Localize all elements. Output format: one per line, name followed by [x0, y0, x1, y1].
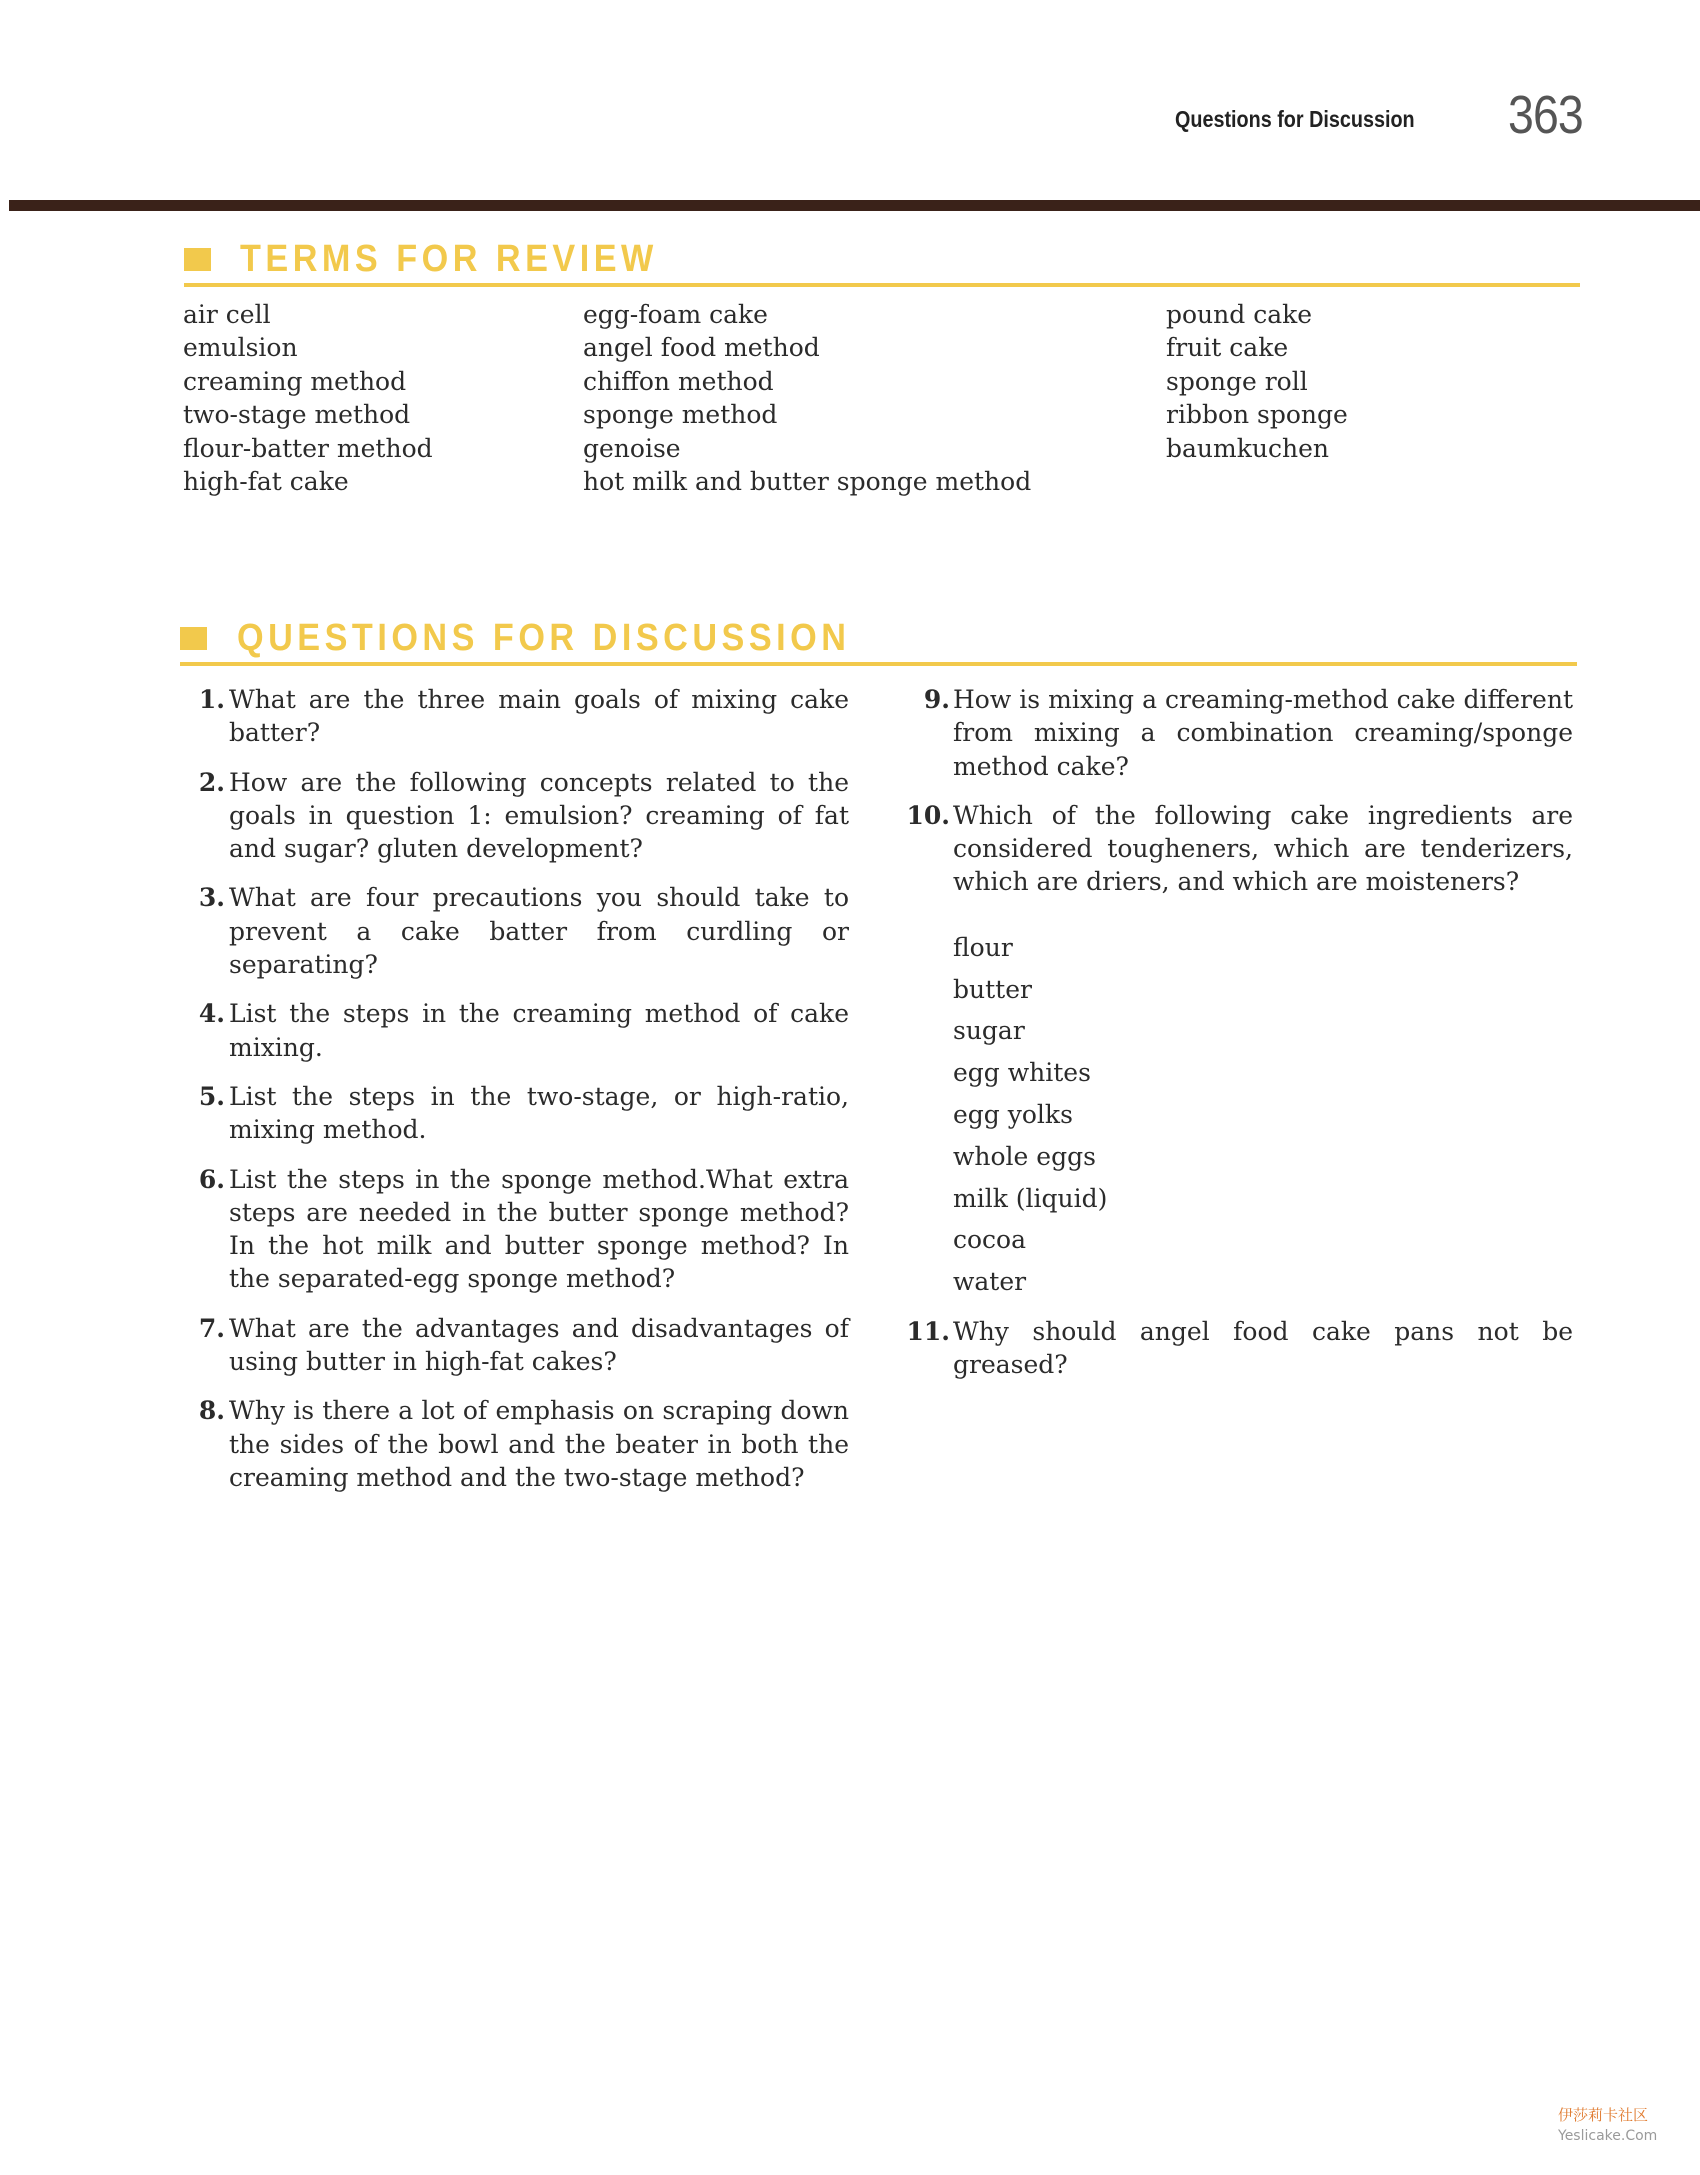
question-text: Which of the following cake ingredients are considered tougheners, which are tenderizers, which are driers, and which are moisteners? — [953, 800, 1573, 897]
terms-column-1 — [183, 298, 433, 498]
question-number: 9. — [923, 685, 950, 714]
questions-heading-rule — [180, 662, 1577, 666]
term-item: pound cake — [1166, 300, 1313, 329]
ingredient-item: whole eggs — [953, 1141, 1096, 1171]
question-item — [198, 766, 849, 866]
question-item — [198, 997, 849, 1064]
term-item: ribbon sponge — [1166, 400, 1348, 430]
question-number: 8. — [198, 1396, 225, 1426]
question-text: List the steps in the sponge method.What extra steps are needed in the butter sponge method? In the hot milk and butter sponge method? In the separated-egg sponge method? — [229, 1164, 849, 1294]
terms-column-3 — [1166, 298, 1348, 465]
question-number: 10. — [906, 800, 950, 830]
questions-right-column — [906, 683, 1573, 1398]
question-number: 2. — [198, 767, 225, 797]
question-text: What are the three main goals of mixing cake batter? — [229, 685, 849, 748]
questions-left-column — [198, 683, 849, 1510]
question-item — [198, 1080, 849, 1147]
term-item: sponge roll — [1166, 366, 1308, 396]
question-item — [198, 1394, 849, 1494]
question-number: 6. — [198, 1164, 225, 1194]
term-item: chiffon method — [583, 366, 774, 396]
page-number: 363 — [1508, 85, 1583, 145]
ingredient-item: butter — [953, 974, 1032, 1004]
term-item: high-fat cake — [183, 467, 349, 497]
term-item: two-stage method — [183, 400, 411, 430]
watermark-url: Yeslicake.Com — [1558, 2128, 1658, 2144]
ingredient-item: egg yolks — [953, 1099, 1073, 1129]
terms-column-2 — [583, 298, 1031, 498]
question-number: 7. — [198, 1313, 225, 1343]
watermark-chinese: 伊莎莉卡社区 — [1558, 2106, 1649, 2124]
ingredient-item: water — [953, 1267, 1027, 1297]
ingredient-item: egg whites — [953, 1058, 1091, 1088]
term-item: fruit cake — [1166, 333, 1289, 363]
ingredient-list — [953, 927, 1573, 1303]
question-number: 11. — [906, 1316, 950, 1346]
header-rule — [9, 200, 1700, 211]
term-item: sponge method — [583, 400, 778, 430]
question-text: How are the following concepts related to the goals in question 1: emulsion? creaming of fat and sugar? gluten development? — [229, 767, 849, 864]
term-item: angel food method — [583, 333, 820, 363]
ingredient-item: sugar — [953, 1016, 1025, 1046]
ingredient-item: cocoa — [953, 1225, 1027, 1255]
question-number: 3. — [198, 883, 225, 913]
question-number: 5. — [198, 1081, 225, 1111]
question-text: Why is there a lot of emphasis on scraping down the sides of the bowl and the beater in both the creaming method and the two-stage method? — [229, 1396, 849, 1492]
terms-heading-title: TERMS FOR REVIEW — [240, 238, 658, 280]
term-item: hot milk and butter sponge method — [583, 467, 1032, 497]
heading-square-icon — [184, 248, 211, 271]
term-item: egg-foam cake — [583, 300, 768, 329]
question-number: 4. — [198, 999, 225, 1029]
question-text: List the steps in the two-stage, or high-ratio, mixing method. — [229, 1081, 849, 1145]
ingredient-item: flour — [953, 932, 1013, 962]
term-item: flour-batter method — [183, 433, 433, 463]
question-item — [198, 1163, 849, 1296]
term-item: baumkuchen — [1166, 433, 1329, 463]
question-item — [906, 1315, 1573, 1382]
running-header-title: Questions for Discussion — [1175, 106, 1415, 132]
term-item: emulsion — [183, 333, 298, 363]
questions-heading-title: QUESTIONS FOR DISCUSSION — [237, 617, 851, 659]
term-item: creaming method — [183, 366, 407, 396]
question-item — [906, 799, 1573, 899]
question-item — [198, 683, 849, 750]
question-item — [198, 1312, 849, 1379]
question-text: Why should angel food cake pans not be greased? — [953, 1316, 1573, 1380]
question-text: How is mixing a creaming-method cake different from mixing a combination creaming/sponge method cake? — [953, 685, 1573, 781]
terms-heading-rule — [184, 283, 1580, 287]
term-item: air cell — [183, 300, 271, 329]
question-text: List the steps in the creaming method of cake mixing. — [229, 999, 849, 1062]
term-item: genoise — [583, 433, 681, 463]
question-item — [923, 683, 1573, 783]
question-text: What are the advantages and disadvantages of using butter in high-fat cakes? — [229, 1313, 849, 1377]
heading-square-icon — [180, 627, 207, 650]
ingredient-item: milk (liquid) — [953, 1183, 1108, 1213]
question-item — [198, 881, 849, 981]
question-number: 1. — [198, 685, 225, 714]
question-text: What are four precautions you should take to prevent a cake batter from curdling or separating? — [229, 883, 849, 980]
